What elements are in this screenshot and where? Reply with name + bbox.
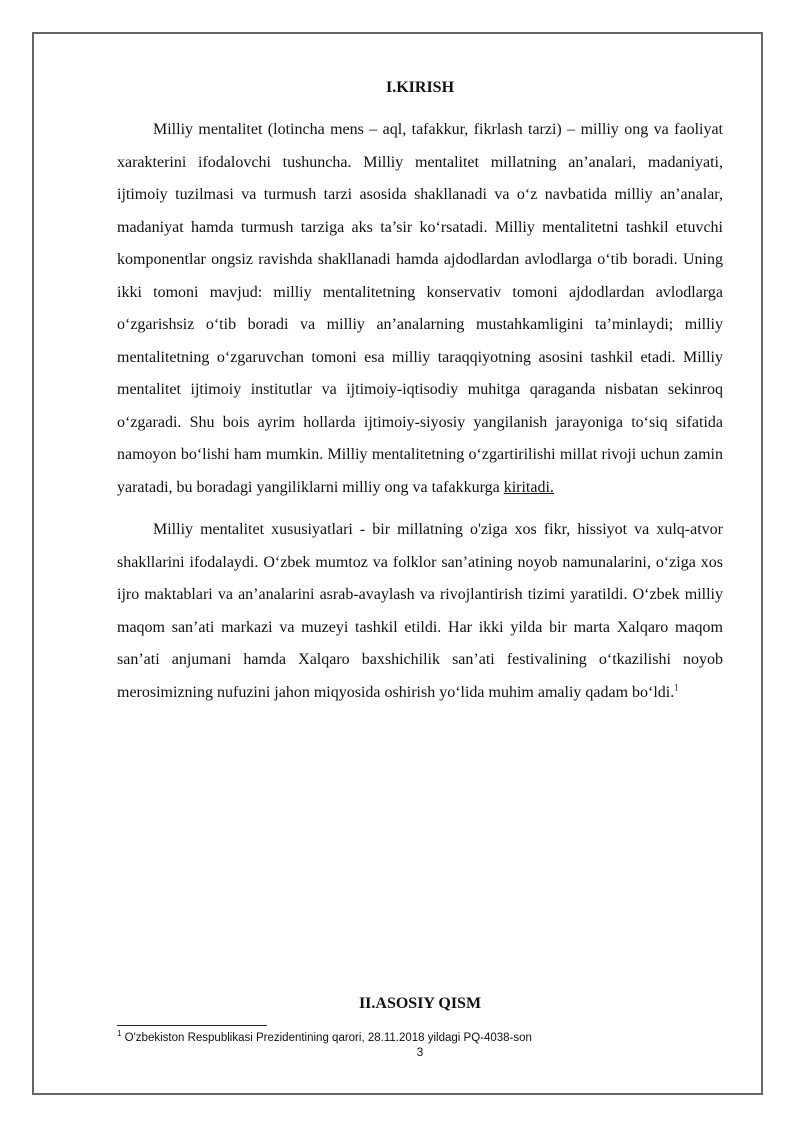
page-content	[117, 72, 723, 709]
paragraph-features-text: Milliy mentalitet xususiyatlari - bir millatning o'ziga xos fikr, hissiyot va xulq-atvor shakllarini ifodalaydi. O‘zbek mumtoz va folklor san’atining noyob namunalarini, o‘ziga xos ijro maktablari va an’analarini asrab-avaylash va rivojlantirish tizimi yaratildi. O‘zbek milliy maqom san’ati markazi va muzeyi tashkil etildi. Har ikki yilda bir marta Xalqaro maqom san’ati anjumani hamda Xalqaro baxshichilik san’ati festivalining o‘tkazilishi noyob merosimizning nufuzini jahon miqyosida oshirish yo‘lida muhim amaliy qadam bo‘ldi.	[117, 521, 723, 701]
footnote-number: 1	[117, 1029, 122, 1039]
footnote-separator	[117, 1025, 267, 1026]
footnote-text: O'zbekiston Respublikasi Prezidentining qarori, 28.11.2018 yildagi PQ-4038-son	[124, 1032, 532, 1044]
section-heading-kirish: I.KIRISH	[385, 79, 455, 96]
paragraph-intro-text: Milliy mentalitet (lotincha mens – aql, tafakkur, fikrlash tarzi) – milliy ong va faoliyat xarakterini ifodalovchi tushuncha. Milliy mentalitet millatning an’analari, madaniyati, ijtimoiy tuzilmasi va turmush tarzi asosida shakllanadi va o‘z navbatida milliy an’analar, madaniyat hamda turmush tarziga aks ta’sir ko‘rsatadi. Milliy mentalitetni tashkil etuvchi komponentlar ongsiz ravishda shakllanadi hamda ajdodlardan avlodlarga o‘tib boradi. Uning ikki tomoni mavjud: milliy mentalitetning konservativ tomoni ajdodlardan avlodlarga o‘zgarishsiz o‘tib boradi va milliy an’analarning mustahkamligini ta’minlaydi; milliy mentalitetning o‘zgaruvchan tomoni esa milliy taraqqiyotning asosini tashkil etadi. Milliy mentalitet ijtimoiy institutlar va ijtimoiy-iqtisodiy muhitga qaraganda nisbatan sekinroq o‘zgaradi. Shu bois ayrim hollarda ijtimoiy-siyosiy yangilanish jarayoniga to‘siq sifatida namoyon bo‘lishi ham mumkin. Milliy mentalitetning o‘zgartirilishi millat rivoji uchun zamin yaratadi, bu boradagi yangiliklarni milliy ong va tafakkurga	[117, 121, 723, 496]
footnote-reference[interactable]: 1	[674, 682, 679, 693]
paragraph-intro-underlined-word: kiritadi.	[503, 478, 554, 496]
paragraph-features	[117, 514, 723, 709]
paragraph-intro	[117, 114, 723, 504]
section-heading-asosiy-qism: II.ASOSIY QISM	[358, 995, 482, 1012]
page-number: 3	[416, 1045, 424, 1059]
